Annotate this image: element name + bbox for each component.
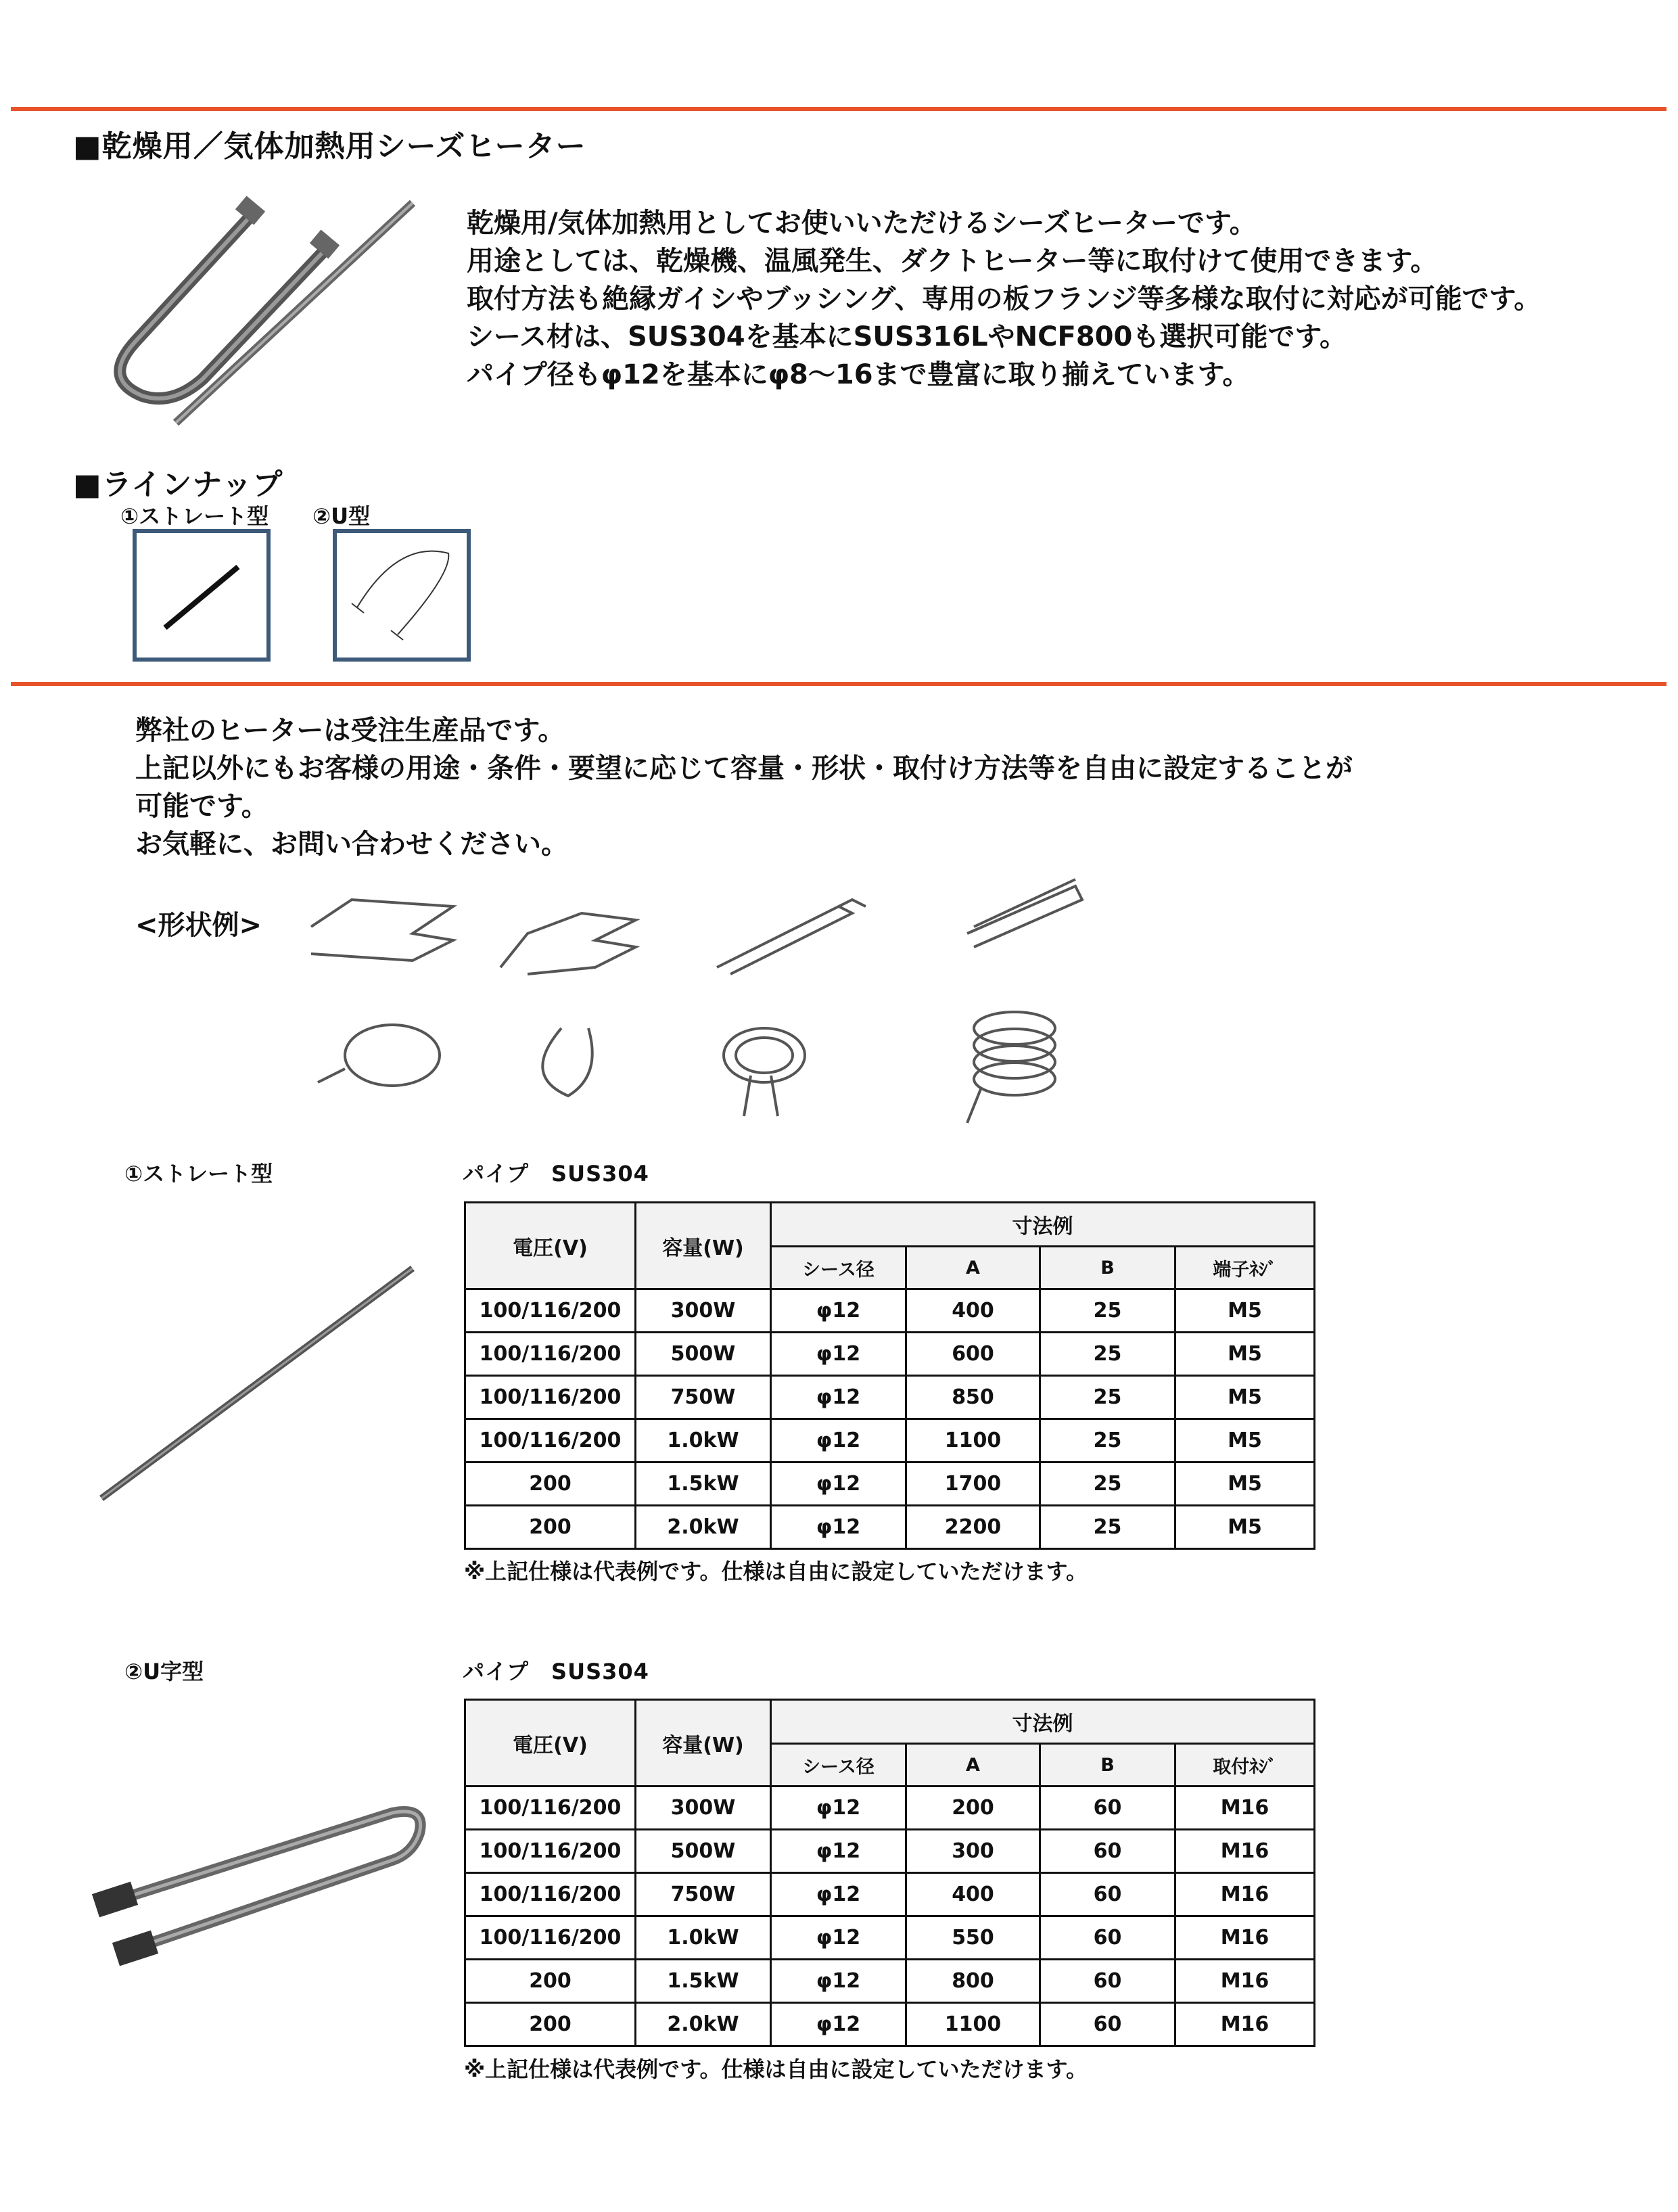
table-cell: 200 <box>465 1462 636 1506</box>
table-cell: φ12 <box>771 1462 906 1506</box>
table-cell: 100/116/200 <box>465 1830 636 1873</box>
table-cell: M16 <box>1175 1916 1315 1960</box>
table-cell: 25 <box>1040 1419 1175 1462</box>
straight-heater-photo <box>95 1265 419 1508</box>
table-cell: 550 <box>906 1916 1040 1960</box>
u-spec-table <box>464 1699 1315 2047</box>
table-cell: φ12 <box>771 1960 906 2003</box>
table-cell: 750W <box>636 1376 771 1419</box>
header-sheath: シース径 <box>771 1247 906 1289</box>
header-dimensions: 寸法例 <box>771 1700 1315 1744</box>
table-cell: 300W <box>636 1289 771 1333</box>
lineup-straight-box[interactable] <box>133 529 271 662</box>
straight-type-label: ①ストレート型 <box>124 1161 273 1186</box>
table-cell: 1100 <box>906 2003 1040 2046</box>
table-row <box>465 1787 1315 1830</box>
table-cell: 60 <box>1040 2003 1175 2046</box>
table-cell: M5 <box>1175 1419 1315 1462</box>
section-title-drying-heater: ■乾燥用／気体加熱用シーズヒーター <box>73 129 586 164</box>
custom-line: 弊社のヒーターは受注生産品です。 <box>135 715 565 746</box>
header-dimensions: 寸法例 <box>771 1203 1315 1247</box>
table-row <box>465 1916 1315 1960</box>
table-row <box>465 1419 1315 1462</box>
top-divider <box>11 107 1667 111</box>
table-cell: 300W <box>636 1787 771 1830</box>
table-cell: 100/116/200 <box>465 1787 636 1830</box>
desc-line: 取付方法も絶縁ガイシやブッシング、専用の板フランジ等多様な取付に対応が可能です。 <box>467 283 1541 315</box>
table-cell: 1.5kW <box>636 1462 771 1506</box>
table-cell: φ12 <box>771 1376 906 1419</box>
table-cell: 2.0kW <box>636 2003 771 2046</box>
table-cell: 200 <box>465 2003 636 2046</box>
table-cell: φ12 <box>771 1289 906 1333</box>
table-cell: M5 <box>1175 1376 1315 1419</box>
u-note: ※上記仕様は代表例です。仕様は自由に設定していただけます。 <box>464 2056 1088 2082</box>
table-cell: φ12 <box>771 1830 906 1873</box>
table-cell: M5 <box>1175 1289 1315 1333</box>
table-cell: 600 <box>906 1333 1040 1376</box>
u-heater-photo <box>74 1786 440 2002</box>
header-capacity: 容量(W) <box>636 1203 771 1289</box>
table-cell: 500W <box>636 1333 771 1376</box>
table-cell: 100/116/200 <box>465 1289 636 1333</box>
section1-description <box>467 204 1541 394</box>
lineup-u-label: ②U型 <box>312 503 371 529</box>
table-row <box>465 1376 1315 1419</box>
table-row <box>465 1960 1315 2003</box>
table-cell: 800 <box>906 1960 1040 2003</box>
table-cell: 400 <box>906 1289 1040 1333</box>
mid-divider <box>11 682 1667 686</box>
table-row <box>465 1506 1315 1549</box>
table-row <box>465 1873 1315 1916</box>
table-cell: φ12 <box>771 1506 906 1549</box>
table-cell: 60 <box>1040 1873 1175 1916</box>
u-type-label: ②U字型 <box>124 1659 204 1684</box>
table-cell: 60 <box>1040 1960 1175 2003</box>
header-b: B <box>1040 1744 1175 1787</box>
table-cell: 200 <box>465 1506 636 1549</box>
table-cell: 100/116/200 <box>465 1873 636 1916</box>
header-b: B <box>1040 1247 1175 1289</box>
table-cell: 850 <box>906 1376 1040 1419</box>
table-row <box>465 2003 1315 2046</box>
u-pipe-material: パイプ SUS304 <box>463 1659 649 1684</box>
table-cell: 25 <box>1040 1289 1175 1333</box>
shape-examples-label: <形状例> <box>135 910 262 941</box>
desc-line: パイプ径もφ12を基本にφ8～16まで豊富に取り揃えています。 <box>467 359 1250 390</box>
straight-pipe-material: パイプ SUS304 <box>463 1161 649 1186</box>
table-cell: M16 <box>1175 1830 1315 1873</box>
table-cell: 300 <box>906 1830 1040 1873</box>
table-cell: M16 <box>1175 1960 1315 2003</box>
table-cell: M16 <box>1175 1873 1315 1916</box>
table-cell: M5 <box>1175 1333 1315 1376</box>
table-cell: 100/116/200 <box>465 1376 636 1419</box>
table-cell: 1100 <box>906 1419 1040 1462</box>
table-row <box>465 1289 1315 1333</box>
custom-line: 上記以外にもお客様の用途・条件・要望に応じて容量・形状・取付け方法等を自由に設定することが <box>135 753 1353 784</box>
custom-order-text <box>135 712 1353 863</box>
header-sheath: シース径 <box>771 1744 906 1787</box>
table-cell: 1700 <box>906 1462 1040 1506</box>
custom-line: 可能です。 <box>135 791 269 822</box>
table-cell: 750W <box>636 1873 771 1916</box>
table-cell: 1.0kW <box>636 1916 771 1960</box>
lineup-straight-label: ①ストレート型 <box>120 503 269 529</box>
table-cell: M5 <box>1175 1506 1315 1549</box>
table-cell: 2200 <box>906 1506 1040 1549</box>
desc-line: 乾燥用/気体加熱用としてお使いいただけるシーズヒーターです。 <box>467 208 1257 239</box>
table-row <box>465 1333 1315 1376</box>
table-cell: 500W <box>636 1830 771 1873</box>
table-cell: 25 <box>1040 1462 1175 1506</box>
custom-line: お気軽に、お問い合わせください。 <box>135 829 568 860</box>
table-cell: φ12 <box>771 1873 906 1916</box>
header-voltage: 電圧(V) <box>465 1700 636 1787</box>
table-cell: 1.0kW <box>636 1419 771 1462</box>
table-cell: 25 <box>1040 1333 1175 1376</box>
table-cell: 1.5kW <box>636 1960 771 2003</box>
table-row <box>465 1462 1315 1506</box>
table-row <box>465 1830 1315 1873</box>
table-cell: 60 <box>1040 1830 1175 1873</box>
header-a: A <box>906 1744 1040 1787</box>
table-cell: 25 <box>1040 1506 1175 1549</box>
straight-note: ※上記仕様は代表例です。仕様は自由に設定していただけます。 <box>464 1559 1088 1584</box>
table-cell: φ12 <box>771 2003 906 2046</box>
table-cell: 60 <box>1040 1787 1175 1830</box>
table-cell: 400 <box>906 1873 1040 1916</box>
shape-examples-illustration <box>298 873 1096 1130</box>
table-cell: φ12 <box>771 1916 906 1960</box>
header-a: A <box>906 1247 1040 1289</box>
lineup-title: ■ラインナップ <box>73 467 283 502</box>
header-screw: 端子ﾈｼﾞ <box>1175 1247 1315 1289</box>
heater-photo <box>54 189 433 433</box>
u-shape-icon <box>337 533 467 658</box>
table-cell: 25 <box>1040 1376 1175 1419</box>
table-cell: φ12 <box>771 1787 906 1830</box>
desc-line: 用途としては、乾燥機、温風発生、ダクトヒーター等に取付けて使用できます。 <box>467 246 1438 277</box>
lineup-u-box[interactable] <box>333 529 471 662</box>
table-cell: 100/116/200 <box>465 1333 636 1376</box>
header-capacity: 容量(W) <box>636 1700 771 1787</box>
desc-line: シース材は、SUS304を基本にSUS316LやNCF800も選択可能です。 <box>467 321 1347 352</box>
straight-shape-icon <box>137 533 266 658</box>
table-cell: 100/116/200 <box>465 1419 636 1462</box>
table-cell: 60 <box>1040 1916 1175 1960</box>
table-cell: 200 <box>906 1787 1040 1830</box>
table-cell: 200 <box>465 1960 636 2003</box>
table-cell: 100/116/200 <box>465 1916 636 1960</box>
table-cell: 2.0kW <box>636 1506 771 1549</box>
straight-spec-table <box>464 1201 1315 1550</box>
header-screw: 取付ﾈｼﾞ <box>1175 1744 1315 1787</box>
table-cell: M16 <box>1175 1787 1315 1830</box>
table-cell: φ12 <box>771 1419 906 1462</box>
table-cell: φ12 <box>771 1333 906 1376</box>
table-cell: M5 <box>1175 1462 1315 1506</box>
header-voltage: 電圧(V) <box>465 1203 636 1289</box>
table-cell: M16 <box>1175 2003 1315 2046</box>
